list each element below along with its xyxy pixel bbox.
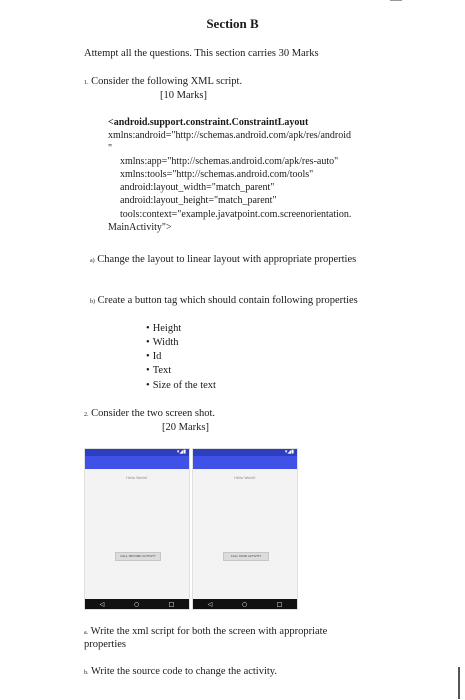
instructions: Attempt all the questions. This section carries 30 Marks [84, 48, 319, 59]
status-icons: ▾◢▮ [176, 449, 186, 455]
q2-marks: [20 Marks] [162, 422, 209, 433]
hello-text: Hello World! [234, 476, 256, 480]
call-main-activity-button: CALL MAIN ACTIVITY [223, 552, 269, 561]
call-second-activity-button: CALL SECOND ACTIVITY [115, 552, 161, 561]
xml-line-4: xmlns:app="http://schemas.android.com/apk/res-auto" [120, 156, 339, 167]
q2-a-text-line2: properties [84, 639, 126, 650]
status-bar [85, 449, 189, 456]
q1-heading [84, 75, 242, 90]
q1-marks: [10 Marks] [160, 90, 207, 101]
xml-line-7: android:layout_height="match_parent" [120, 195, 277, 206]
app-bar [193, 456, 297, 469]
bullet-id: • Id [146, 350, 161, 363]
q2-b-text: Write the source code to change the activity. [90, 666, 278, 677]
recents-icon: □ [168, 600, 175, 608]
nav-bar [193, 599, 297, 609]
xml-line-3: " [108, 143, 113, 154]
status-icons: ▾◢▮ [284, 449, 294, 455]
q1-b-text: Create a button tag which should contain following properties [97, 295, 358, 306]
q1-part-a [90, 253, 356, 268]
hello-text: Hello World! [126, 476, 148, 480]
q2-number: 2. [84, 412, 89, 418]
bullet-width: • Width [146, 336, 179, 349]
back-icon: ◁ [99, 600, 105, 608]
nav-bar [85, 599, 189, 609]
q2-part-b [84, 665, 277, 680]
screenshot-main-activity [84, 448, 190, 610]
q2-a-text-line1: Write the xml script for both the screen with appropriate [90, 626, 328, 637]
q2-a-label: a. [84, 630, 89, 636]
xml-line-1: <android.support.constraint.ConstraintLayout [108, 117, 309, 128]
q1-text: Consider the following XML script. [91, 76, 243, 87]
xml-line-8: tools:context="example.javatpoint.com.screenorientation. [120, 209, 352, 220]
q1-a-text: Change the layout to linear layout with appropriate properties [97, 254, 357, 265]
section-title: Section B [206, 16, 259, 31]
xml-line-9: MainActivity"> [108, 222, 172, 233]
q2-heading [84, 407, 215, 422]
home-icon: ○ [241, 600, 248, 608]
scrollbar[interactable] [458, 667, 460, 699]
status-bar [193, 449, 297, 456]
q1-b-label: b) [90, 299, 95, 305]
top-edge-mark [390, 0, 402, 1]
bullet-height: • Height [146, 322, 181, 335]
recents-icon: □ [276, 600, 283, 608]
xml-line-6: android:layout_width="match_parent" [120, 182, 275, 193]
q2-text: Consider the two screen shot. [91, 408, 216, 419]
home-icon: ○ [133, 600, 140, 608]
q1-part-b [90, 294, 358, 309]
q1-a-label: a) [90, 258, 95, 264]
screenshot-second-activity [192, 448, 298, 610]
back-icon: ◁ [207, 600, 213, 608]
xml-line-5: xmlns:tools="http://schemas.android.com/tools" [120, 169, 314, 180]
bullet-text: • Text [146, 364, 171, 377]
q1-number: 1. [84, 80, 89, 86]
app-bar [85, 456, 189, 469]
q2-b-label: b. [84, 670, 89, 676]
bullet-size-of-text: • Size of the text [146, 379, 216, 392]
xml-line-2: xmlns:android="http://schemas.android.com/apk/res/android [108, 130, 352, 141]
